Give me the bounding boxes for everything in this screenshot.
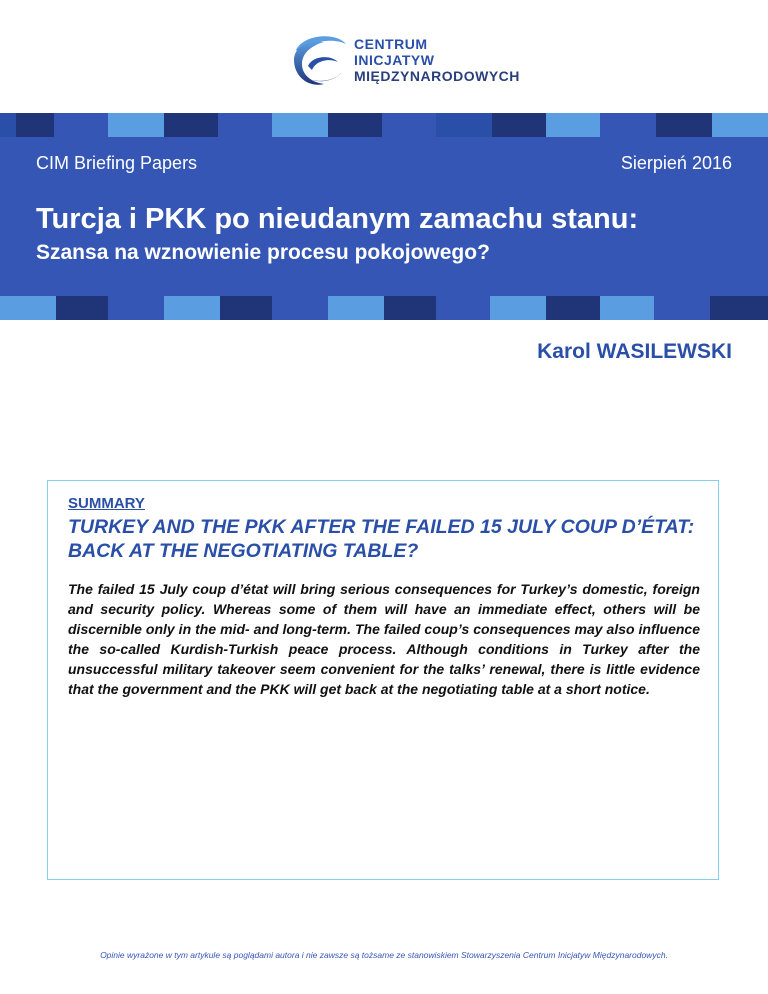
summary-box [47, 480, 719, 880]
page-subtitle: Szansa na wznowienie procesu pokojowego? [36, 241, 490, 264]
logo-text-line2: INICJATYW [354, 52, 435, 68]
page-title: Turcja i PKK po nieudanym zamachu stanu: [36, 203, 639, 235]
disclaimer-footer: Opinie wyrażone w tym artykule są poglądami autora i nie zawsze są tożsame ze stanowiskiem Stowarzyszenia Centrum Inicjatyw Międzynarodowych. [100, 950, 668, 960]
summary-title: TURKEY AND THE PKK AFTER THE FAILED 15 JULY COUP D’ÉTAT: BACK AT THE NEGOTIATING TABLE? [68, 516, 695, 562]
globe-icon [290, 30, 350, 90]
title-banner [0, 137, 768, 296]
decorative-band-top [0, 113, 768, 137]
logo-text-line1: CENTRUM [354, 36, 428, 52]
series-name: CIM Briefing Papers [36, 153, 198, 173]
publication-date: Sierpień 2016 [620, 153, 732, 173]
summary-text: The failed 15 July coup d’état will bring serious consequences for Turkey’s domestic, foreign and security policy. Whereas some of them will have an immediate effect, others will be discernible only in the mid- and long-term. The failed coup’s consequences may also influence the so-called Kurdish-Turkish peace process. Although conditions in Turkey after the unsuccessful military takeover seem convenient for the talks’ renewal, there is little evidence that the government and the PKK will get back at the negotiating table at a short notice. [68, 581, 700, 697]
summary-label: SUMMARY [68, 495, 145, 512]
author-name: Karol WASILEWSKI [537, 340, 732, 363]
logo-text-line3: MIĘDZYNARODOWYCH [354, 68, 520, 84]
decorative-band-bottom [0, 296, 768, 320]
cim-logo [290, 30, 530, 94]
